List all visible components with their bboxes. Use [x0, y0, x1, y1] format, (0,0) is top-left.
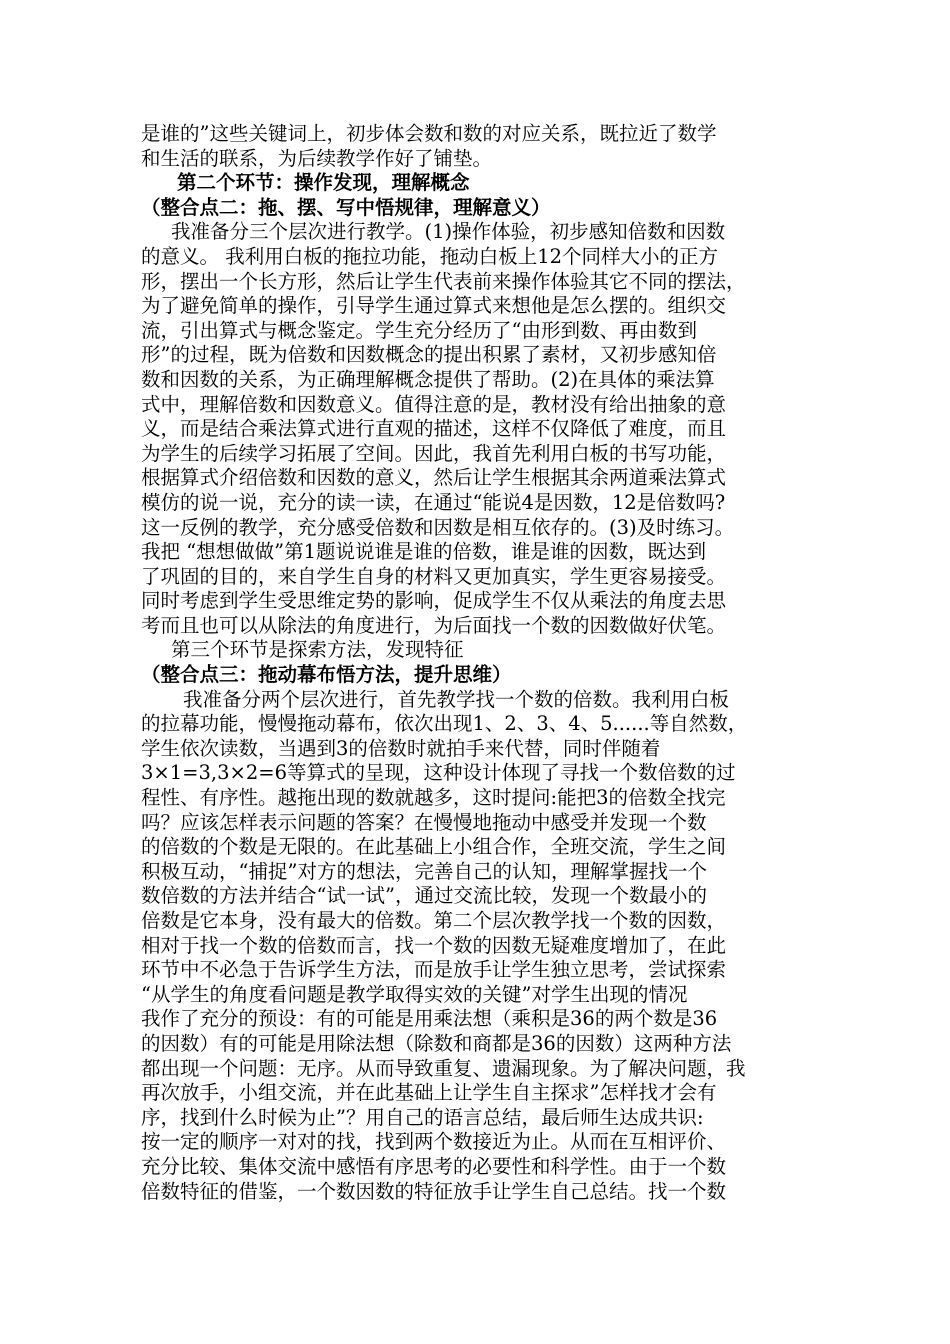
- paragraph-line: 我作了充分的预设：有的可能是用乘法想（乘积是36的两个数是36: [141, 1007, 718, 1031]
- paragraph-line: “从学生的角度看问题是教学取得实效的关键”对学生出现的情况: [141, 982, 688, 1006]
- paragraph-line: 充分比较、集体交流中感悟有序思考的必要性和科学性。由于一个数: [141, 1154, 727, 1178]
- paragraph-line: 积极互动，“捕捉”对方的想法，完善自己的认知，理解掌握找一个: [141, 859, 707, 883]
- paragraph-line: 程性、有序性。越拖出现的数就越多，这时提问:能把3的倍数全找完: [141, 786, 726, 810]
- paragraph-line: 的拉幕功能，慢慢拖动幕布，依次出现1、2、3、4、5......等自然数，: [141, 712, 748, 736]
- paragraph-line: 为了避免简单的操作，引导学生通过算式来想他是怎么摆的。组织交: [141, 294, 727, 318]
- section-heading-line: 第二个环节：操作发现，理解概念: [177, 171, 470, 195]
- paragraph-line: 序，找到什么时候为止”？用自己的语言总结，最后师生达成共识:: [141, 1105, 704, 1129]
- paragraph-line: 数倍数的方法并结合“试一试”，通过交流比较，发现一个数最小的: [141, 884, 707, 908]
- section-heading-line: （整合点二：拖、摆、写中悟规律，理解意义）: [141, 195, 551, 219]
- paragraph-line: 这一反例的教学，充分感受倍数和因数是相互依存的。(3)及时练习。: [141, 515, 735, 539]
- paragraph-line: 形”的过程，既为倍数和因数概念的提出积累了素材，又初步感知倍: [141, 343, 717, 367]
- paragraph-line: 吗？应该怎样表示问题的答案？在慢慢地拖动中感受并发现一个数: [141, 810, 707, 834]
- paragraph-line: 按一定的顺序一对对的找，找到两个数接近为止。从而在互相评价、: [141, 1130, 727, 1154]
- paragraph-line: 我准备分三个层次进行教学。(1)操作体验，初步感知倍数和因数: [171, 220, 726, 244]
- section-heading-line: （整合点三：拖动幕布悟方法，提升思维）: [141, 663, 512, 687]
- document-body: [141, 122, 816, 1204]
- paragraph-line: 了巩固的目的，来自学生自身的材料又更加真实，学生更容易接受。: [141, 564, 727, 588]
- paragraph-line: 倍数是它本身，没有最大的倍数。第二个层次教学找一个数的因数，: [141, 909, 727, 932]
- paragraph-line: 流，引出算式与概念鉴定。学生充分经历了“由形到数、再由数到: [141, 318, 697, 342]
- paragraph-line: 考而且也可以从除法的角度进行，为后面找一个数的因数做好伏笔。: [141, 613, 727, 637]
- paragraph-line: 我把 “想想做做”第1题说说谁是谁的倍数，谁是谁的因数，既达到: [141, 540, 707, 564]
- paragraph-line: 根据算式介绍倍数和因数的意义，然后让学生根据其余两道乘法算式: [141, 466, 727, 490]
- paragraph-line: 数和因数的关系，为正确理解概念提供了帮助。(2)在具体的乘法算: [141, 367, 715, 391]
- paragraph-line: 的意义。 我利用白板的拖拉功能，拖动白板上12个同样大小的正方: [141, 244, 719, 268]
- paragraph-line: 都出现一个问题：无序。从而导致重复、遗漏现象。为了解决问题，我: [141, 1056, 746, 1080]
- paragraph-line: 倍数特征的借鉴，一个数因数的特征放手让学生自己总结。找一个数: [141, 1179, 727, 1203]
- paragraph-line: 我准备分两个层次进行，首先教学找一个数的倍数。我利用白板: [183, 687, 730, 711]
- paragraph-line: 相对于找一个数的倍数而言，找一个数的因数无疑难度增加了，在此: [141, 933, 727, 957]
- paragraph-line: 是谁的”这些关键词上，初步体会数和数的对应关系，既拉近了数学: [141, 122, 717, 145]
- paragraph-line: 形，摆出一个长方形，然后让学生代表前来操作体验其它不同的摆法，: [141, 269, 746, 293]
- paragraph-line: 环节中不必急于告诉学生方法，而是放手让学生独立思考，尝试探索: [141, 958, 727, 982]
- paragraph-line: 再次放手，小组交流，并在此基础上让学生自主探求”怎样找才会有: [141, 1081, 717, 1105]
- paragraph-line: 为学生的后续学习拓展了空间。因此，我首先利用白板的书写功能，: [141, 441, 727, 465]
- paragraph-line: 第三个环节是探索方法，发现特征: [171, 638, 464, 662]
- paragraph-line: 的因数）有的可能是用除法想（除数和商都是36的因数）这两种方法: [141, 1031, 732, 1055]
- paragraph-line: 同时考虑到学生受思维定势的影响，促成学生不仅从乘法的角度去思: [141, 589, 727, 613]
- paragraph-line: 式中，理解倍数和因数意义。值得注意的是，教材没有给出抽象的意: [141, 392, 727, 416]
- paragraph-line: 和生活的联系，为后续教学作好了铺垫。: [141, 146, 493, 170]
- paragraph-line: 模仿的说一说，充分的读一读，在通过“能说4是因数，12是倍数吗?: [141, 490, 726, 514]
- paragraph-line: 的倍数的个数是无限的。在此基础上小组合作，全班交流，学生之间: [141, 835, 727, 859]
- paragraph-line: 学生依次读数，当遇到3的倍数时就拍手来代替，同时伴随着: [141, 736, 661, 760]
- paragraph-line: 义，而是结合乘法算式进行直观的描述，这样不仅降低了难度，而且: [141, 417, 727, 441]
- paragraph-line: 3×1=3,3×2=6等算式的呈现，这种设计体现了寻找一个数倍数的过: [141, 761, 736, 785]
